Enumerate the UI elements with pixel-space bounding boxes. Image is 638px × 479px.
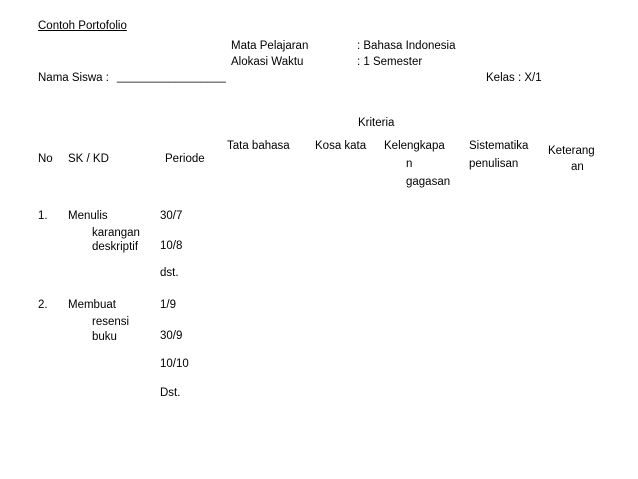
- row2-skkd-line1: Membuat: [68, 299, 116, 311]
- header-sistematika-line2: penulisan: [469, 158, 519, 170]
- row2-periode-1: 1/9: [160, 299, 176, 311]
- header-tata-bahasa: Tata bahasa: [227, 140, 290, 152]
- row2-no: 2.: [38, 299, 48, 311]
- header-kelengkapan-line1: Kelengkapa: [384, 140, 445, 152]
- class-label: Kelas : X/1: [486, 72, 542, 84]
- time-allocation-value: : 1 Semester: [357, 56, 423, 68]
- criteria-header: Kriteria: [358, 117, 395, 129]
- row1-no: 1.: [38, 210, 48, 222]
- row2-skkd-line2: resensi: [92, 316, 130, 328]
- row2-periode-3: 10/10: [160, 358, 189, 370]
- row1-skkd-line3: deskriptif: [92, 241, 139, 253]
- row1-skkd-line1: Menulis: [68, 210, 108, 222]
- row1-skkd-line2: karangan: [92, 227, 140, 239]
- subject-label: Mata Pelajaran: [231, 40, 309, 52]
- row2-periode-4: Dst.: [160, 387, 181, 399]
- header-sistematika-line1: Sistematika: [469, 140, 529, 152]
- row2-periode-2: 30/9: [160, 330, 183, 342]
- row1-periode-1: 30/7: [160, 210, 183, 222]
- header-periode: Periode: [165, 153, 205, 165]
- header-kelengkapan-line2: n: [406, 158, 413, 170]
- header-no: No: [38, 153, 53, 165]
- row2-skkd-line3: buku: [92, 331, 117, 343]
- row1-periode-2: 10/8: [160, 240, 183, 252]
- document-title: Contoh Portofolio: [38, 20, 127, 32]
- row1-periode-3: dst.: [160, 267, 179, 279]
- header-kosa-kata: Kosa kata: [315, 140, 367, 152]
- time-allocation-label: Alokasi Waktu: [231, 56, 304, 68]
- subject-value: : Bahasa Indonesia: [357, 40, 456, 52]
- header-keterangan-line2: an: [571, 161, 584, 173]
- header-keterangan-line1: Keterang: [548, 145, 595, 157]
- header-sk-kd: SK / KD: [68, 153, 109, 165]
- student-name-label: Nama Siswa :: [38, 72, 109, 84]
- header-kelengkapan-line3: gagasan: [406, 176, 451, 188]
- student-name-blank: _________________: [117, 71, 226, 83]
